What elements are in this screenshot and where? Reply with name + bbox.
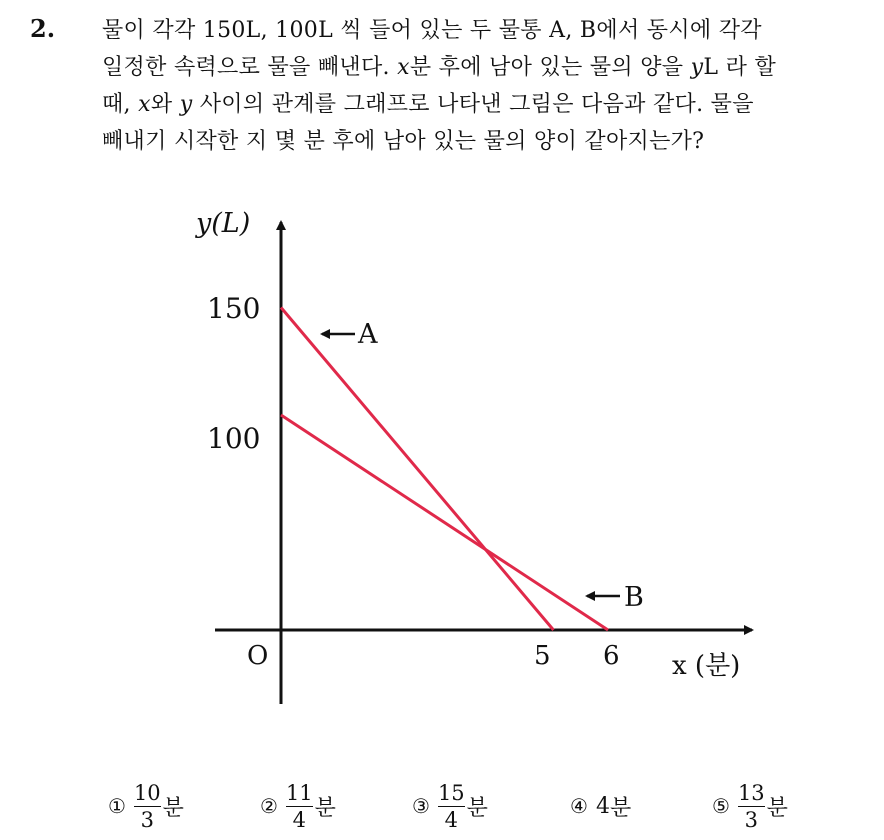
y-tick-label: 100 xyxy=(207,422,261,455)
numerator: 13 xyxy=(737,780,765,805)
origin-label: O xyxy=(247,641,269,671)
choice-5[interactable] xyxy=(712,778,788,834)
series-b-label: B xyxy=(624,582,644,613)
choice-number: ② xyxy=(260,794,278,818)
fraction xyxy=(738,782,765,831)
series-label-b xyxy=(587,582,644,613)
choice-4[interactable] xyxy=(570,778,631,834)
choice-1[interactable] xyxy=(108,778,184,834)
fraction xyxy=(286,782,313,831)
series-layer xyxy=(281,308,608,631)
choice-3[interactable] xyxy=(412,778,488,834)
series-line-a xyxy=(281,308,554,631)
choice-number: ③ xyxy=(412,794,430,818)
variable-y: y xyxy=(179,92,193,117)
text-segment: 분 후에 남아 있는 물의 양을 xyxy=(409,55,691,80)
numerator: 15 xyxy=(437,780,465,805)
denominator: 3 xyxy=(140,807,154,832)
unit: 분 xyxy=(162,795,184,821)
x-tick-label: 6 xyxy=(603,641,620,671)
variable-x: x xyxy=(397,55,410,80)
denominator: 4 xyxy=(292,807,306,832)
denominator: 4 xyxy=(444,807,458,832)
x-axis-label: x (분) xyxy=(672,651,741,681)
text-segment: 사이의 관계를 그래프로 나타낸 그림은 다음과 같다. 물을 xyxy=(192,92,754,117)
answer-choices xyxy=(108,778,868,838)
text-segment: 때, xyxy=(102,92,139,117)
y-tick-label: 150 xyxy=(207,292,261,325)
unit: 분 xyxy=(466,795,488,821)
numerator: 10 xyxy=(133,780,161,805)
text-segment: 물이 각각 150L, 100L 씩 들어 있는 두 물통 A, B에서 동시에 각각 xyxy=(102,18,762,43)
text-segment: L 라 할 xyxy=(703,55,776,80)
choice-number: ④ xyxy=(570,794,588,818)
denominator: 3 xyxy=(744,807,758,832)
fraction xyxy=(134,782,161,831)
problem-number: 2. xyxy=(30,14,56,43)
unit: 분 xyxy=(766,795,788,821)
unit: 분 xyxy=(314,795,336,821)
variable-y: y xyxy=(690,55,704,80)
series-label-a xyxy=(322,319,378,350)
series-line-b xyxy=(281,415,608,630)
x-tick-label: 5 xyxy=(534,641,551,671)
y-axis-label: y(L) xyxy=(196,208,251,239)
choice-value: 4 xyxy=(595,793,610,819)
series-a-label: A xyxy=(358,319,378,350)
numerator: 11 xyxy=(285,780,313,805)
unit: 분 xyxy=(609,795,632,821)
variable-x: x xyxy=(138,92,151,117)
text-segment: 와 xyxy=(150,92,180,117)
text-segment: 일정한 속력으로 물을 빼낸다. xyxy=(102,55,398,80)
choice-number: ① xyxy=(108,794,126,818)
choice-2[interactable] xyxy=(260,778,336,834)
text-segment: 빼내기 시작한 지 몇 분 후에 남아 있는 물의 양이 같아지는가? xyxy=(102,129,705,154)
fraction xyxy=(438,782,465,831)
choice-number: ⑤ xyxy=(712,794,730,818)
